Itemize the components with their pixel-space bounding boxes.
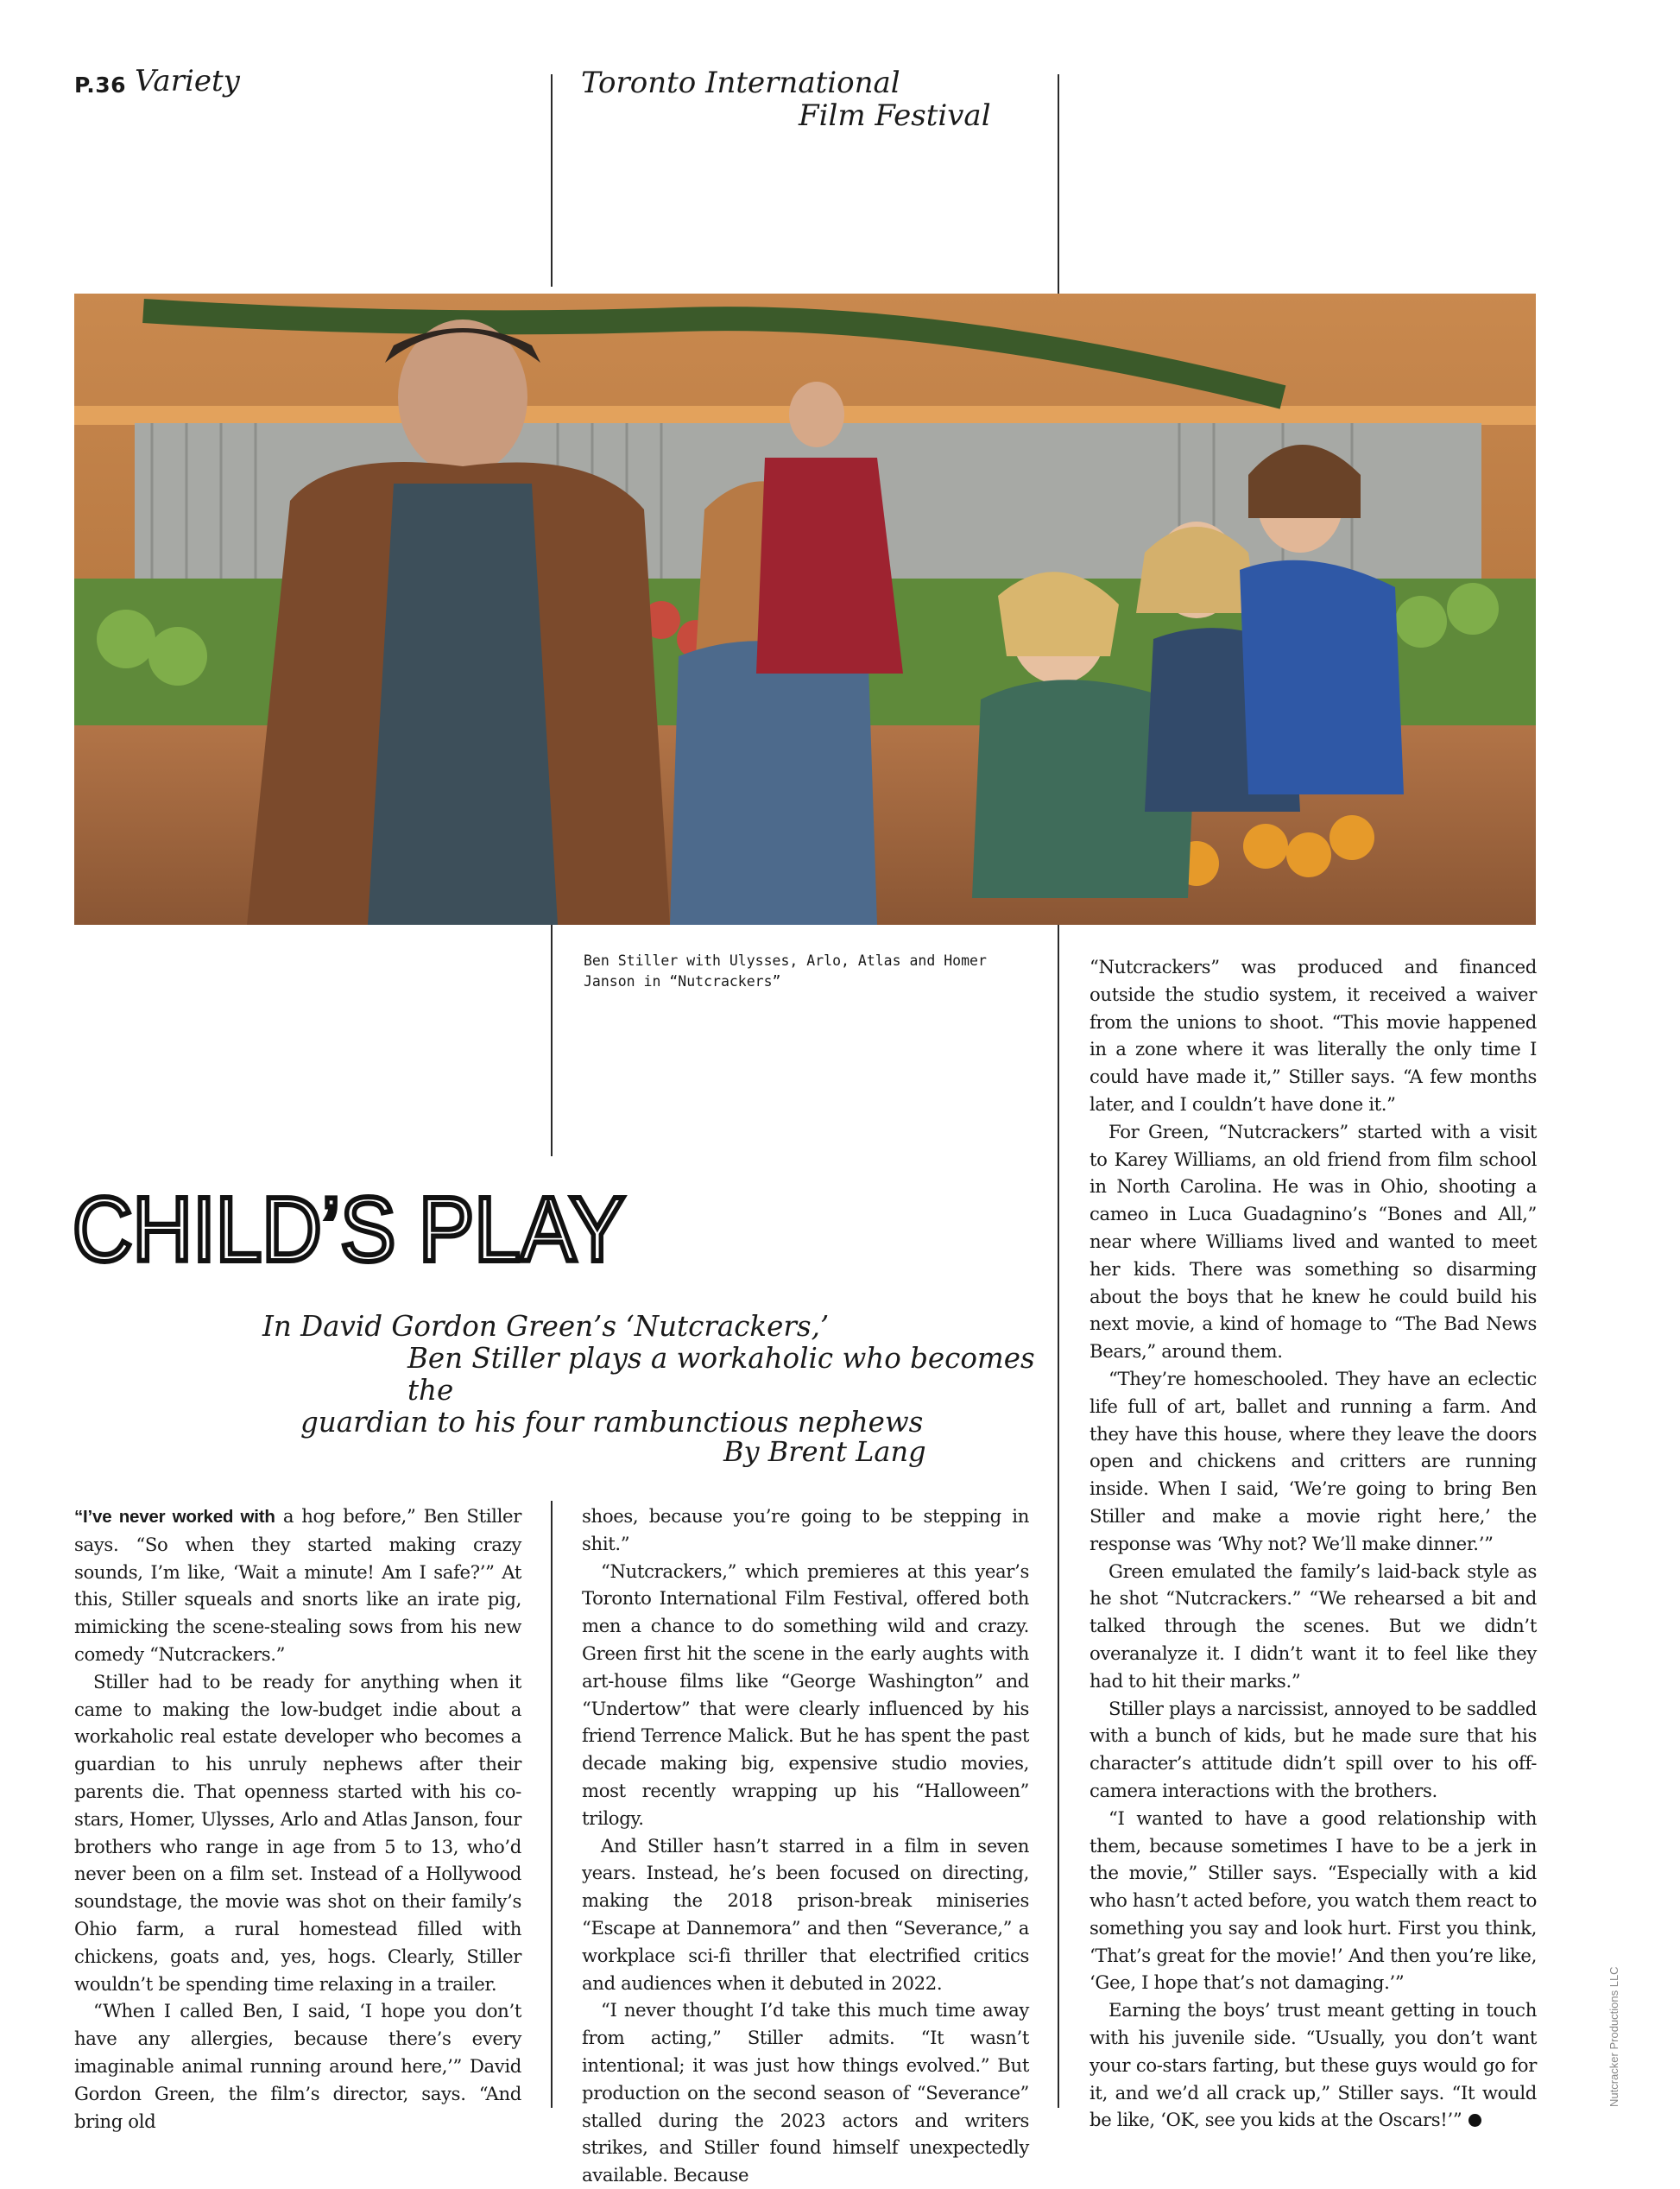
dek-line-1: In David Gordon Green’s ‘Nutcrackers,’ — [262, 1310, 830, 1343]
article-column-2 — [582, 1503, 1029, 2189]
paragraph: shoes, because you’re going to be stepping in shit.” — [582, 1505, 1029, 1554]
paragraph: Stiller had to be ready for anything when it came to making the low-budget indie about a workaholic real estate developer who becomes a guardian to his unruly nephews after their parents die. That openness started with his co-stars, Homer, Ulysses, Arlo and Atlas Janson, four brothers who range in age from 5 to 13, who’d never been on a film set. Instead of a Hollywood soundstage, the movie was shot on their family’s Ohio farm, a rural homestead filled with chickens, goats and, yes, hogs. Clearly, Stiller wouldn’t be spending time relaxing in a trailer. — [74, 1670, 521, 1995]
paragraph — [74, 1503, 521, 1668]
article-dek — [224, 1311, 1053, 1439]
column-rule-right — [1058, 74, 1059, 294]
byline: By Brent Lang — [723, 1435, 926, 1468]
headline — [73, 1183, 634, 1269]
paragraph: “When I called Ben, I said, ‘I hope you don’t have any allergies, because there’s every imaginable animal running around here,’” David Gordon Green, the film’s director, says. “And bring old — [74, 2000, 521, 2132]
paragraph: “I wanted to have a good relationship with them, because sometimes I have to be a jerk in the movie,” Stiller says. “Especially with a kid who hasn’t acted before, you watch them react to something you say and look hurt. First you think, ‘That’s great for the movie!’ And then you’re like, ‘Gee, I hope that’s not damaging.’” — [1089, 1806, 1537, 1994]
paragraph: For Green, “Nutcrackers” started with a visit to Karey Williams, an old friend from film school in North Carolina. He was in Ohio, shooting a cameo in Luca Guadagnino’s “Bones and All,” near where Williams lived and wanted to meet her kids. There was something so disarming about the boys that he knew he could build his next movie, a kind of homage to “The Bad News Bears,” around them. — [1089, 1120, 1537, 1363]
column-rule-left — [551, 74, 553, 287]
page-number: P.36 — [74, 73, 127, 98]
paragraph: “Nutcrackers” was produced and financed outside the studio system, it received a waiver from the unions to shoot. “This movie happened in a zone where it was literally the only time I could have made it,” Stiller says. “A few months later, and I couldn’t have done it.” — [1089, 956, 1537, 1115]
paragraph — [1089, 1996, 1537, 2134]
column-rule-right-mid — [1058, 925, 1059, 2108]
column-rule-left-mid — [551, 925, 553, 1156]
film-still-photo — [74, 294, 1536, 925]
lead-in: “I’ve never worked with — [74, 1507, 275, 1527]
photo-credit: Nutcracker Productions LLC — [1607, 1966, 1620, 2107]
paragraph-text: a hog before,” Ben Stiller says. “So when they started making crazy sounds, I’m like, ‘Wait a minute! Am I safe?’” At this, Stiller squeals and snorts like an irate pig, mimicking the scene-stealing sows from his new comedy “Nutcrackers.” — [74, 1505, 521, 1665]
magazine-name: Variety — [135, 64, 240, 98]
section-title-line2: Film Festival — [799, 98, 991, 133]
paragraph: “They’re homeschooled. They have an eclectic life full of art, ballet and running a farm. And they have this house, where they leave the doors open and chickens and critters are running inside. When I said, ‘We’re going to bring Ben Stiller and make a movie right here,’ the response was ‘Why not? We’ll make dinner.’” — [1089, 1367, 1537, 1554]
paragraph: “I never thought I’d take this much time away from acting,” Stiller admits. “It wasn’t intentional; it was just how things evolved.” But production on the second season of “Severance” stalled during the 2023 actors and writers strikes, and Stiller found himself unexpectedly available. Because — [582, 1999, 1029, 2186]
paragraph: And Stiller hasn’t starred in a film in seven years. Instead, he’s been focused on directing, making the 2018 prison-break miniseries “Escape at Dannemora” and then “Severance,” a workplace sci-fi thriller that electrified critics and audiences when it debuted in 2022. — [582, 1834, 1029, 1994]
paragraph: Stiller plays a narcissist, annoyed to be saddled with a bunch of kids, but he made sure that his character’s attitude didn’t spill over to his off-camera interactions with the brothers. — [1089, 1697, 1537, 1801]
photo-caption: Ben Stiller with Ulysses, Arlo, Atlas and Homer Janson in “Nutcrackers” — [584, 952, 987, 990]
film-still-image — [74, 294, 1536, 925]
dek-line-2: Ben Stiller plays a workaholic who becomes the — [407, 1342, 1035, 1407]
end-mark-icon — [1468, 2114, 1481, 2127]
headline-text: CHILD’S PLAY — [73, 1183, 625, 1269]
paragraph: Green emulated the family’s laid-back style as he shot “Nutcrackers.” “We rehearsed a bit and talked through the scenes. But we didn’t overanalyze it. I didn’t want it to feel like they had to hit their marks.” — [1089, 1560, 1537, 1692]
paragraph: “Nutcrackers,” which premieres at this year’s Toronto International Film Festival, offered both men a chance to do something wild and crazy. Green first hit the scene in the early aughts with art-house films like “George Washington” and “Undertow” that were clearly influenced by his friend Terrence Malick. But he has spent the past decade making big, expensive studio movies, most recently wrapping up his “Halloween” trilogy. — [582, 1560, 1029, 1829]
dek-line-3: guardian to his four rambunctious nephews — [300, 1406, 924, 1439]
article-column-1 — [74, 1503, 521, 2135]
article-column-3 — [1089, 953, 1537, 2134]
paragraph-text: Earning the boys’ trust meant getting in touch with his juvenile side. “Usually, you don’t want your co-stars farting, but these guys would go for it, and we’d all crack up,” Stiller says. “It would be like, ‘OK, see you kids at the Oscars!’” — [1089, 1999, 1537, 2131]
section-title-line1: Toronto International — [581, 66, 900, 100]
column-rule-left-bottom — [551, 1501, 553, 2108]
